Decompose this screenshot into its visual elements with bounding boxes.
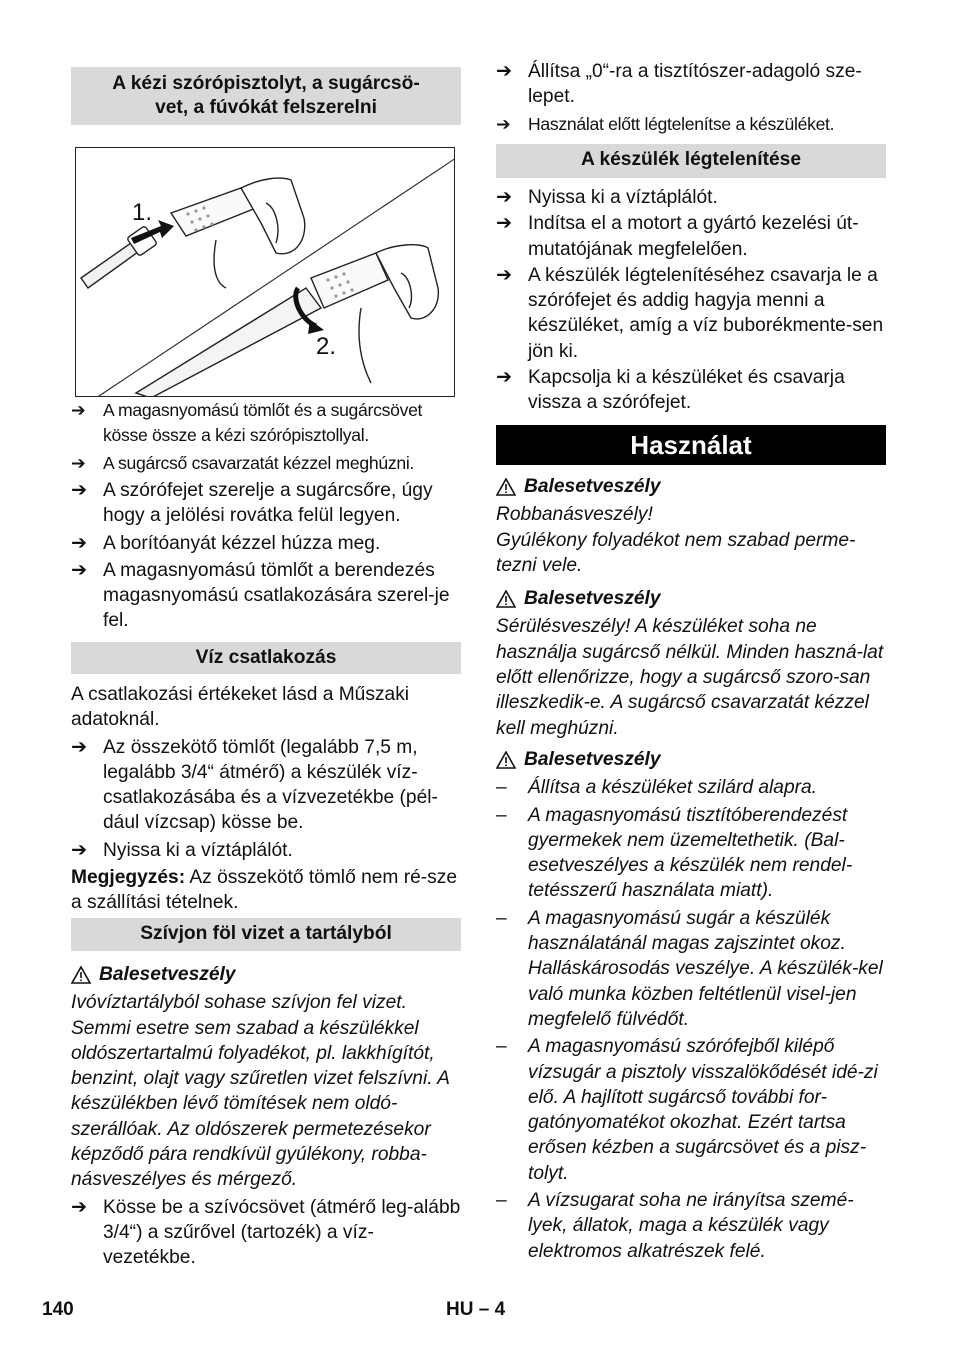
list-item: – A magasnyomású szórófejből kilépő vízsugár a pisztoly visszalökődését idé-zi elő. A hajlított sugárcső további for-gatónyomatékot okozhat. Ezért tartsa erősen kézben a sugárcsövet és a pisz-tolyt. <box>496 1036 878 1184</box>
list-item: ➔ A borítóanyát kézzel húzza meg. <box>71 531 461 556</box>
dash-bullet: – <box>496 907 507 929</box>
usage-heading: Használat <box>496 425 886 465</box>
section-heading-water: Víz csatlakozás <box>71 642 461 674</box>
warning-heading: Balesetveszély <box>496 474 886 499</box>
warning-heading: Balesetveszély <box>496 586 886 611</box>
list-item: – A magasnyomású tisztítóberendezést gyermekek nem üzemeltethetik. (Bal-esetveszélyes a készülék nem rendel-tetésszerű használata miatt). <box>496 804 853 902</box>
figure-label-1: 1. <box>132 199 153 226</box>
warning-text: Ivóvíztartályból sohase szívjon fel vizet. Semmi esetre sem szabad a készülékkel oldószertartalmú folyadékot, pl. lakkhígítót, benzint, olajt vagy szűretlen vizet felszívni. A készülékben lévő tömítések nem oldó-szerállóak. Az oldószerek permetezésekor képződő pára rendkívül gyúlékony, robba-násveszélyes és mérgező. <box>71 992 450 1191</box>
figure-label-2: 2. <box>316 333 337 360</box>
list-item: ➔ Indítsa el a motort a gyártó kezelési út-mutatójának megfelelően. <box>496 213 859 260</box>
list-item: ➔ A magasnyomású tömlőt és a sugárcsövet kösse össze a kézi szórópisztollyal. <box>71 400 423 446</box>
warning-triangle-icon <box>496 751 516 769</box>
arrow-right-icon: ➔ <box>71 559 88 581</box>
section-heading-venting: A készülék légtelenítése <box>496 144 886 178</box>
list-item: ➔ Kapcsolja ki a készüléket és csavarja vissza a szórófejet. <box>496 367 845 414</box>
arrow-right-icon: ➔ <box>496 187 513 208</box>
section-footer: HU – 4 <box>446 1299 506 1320</box>
warning-text: Sérülésveszély! A készüléket soha ne használja sugárcső nélkül. Minden haszná-lat előtt ellenőrizze, hogy a sugárcső szoro-san illeszkedik-e. A sugárcső csavarzatát kézzel kell meghúzni. <box>496 616 884 739</box>
arrow-right-icon: ➔ <box>71 480 88 501</box>
arrow-right-icon: ➔ <box>496 61 513 82</box>
dash-bullet: – <box>496 1036 507 1058</box>
note: Megjegyzés: Az összekötő tömlő nem ré-sze a szállítási tételnek. <box>71 867 458 914</box>
list-item: ➔ Kösse be a szívócsövet (átmérő leg-alább 3/4“) a szűrővel (tartozék) a víz-vezetékbe. <box>71 1196 461 1269</box>
assembly-figure <box>75 147 455 397</box>
arrow-right-icon: ➔ <box>71 736 88 758</box>
section-heading-tank: Szívjon föl vizet a tartályból <box>71 918 461 951</box>
list-item: ➔ Állítsa „0“-ra a tisztítószer-adagoló sze-lepet. <box>496 61 862 108</box>
list-item: ➔ A készülék légtelenítéséhez csavarja le a szórófejet és addig hagyja menni a készüléket, amíg a víz buborékmente-sen jön ki. <box>496 264 884 362</box>
list-item: – Állítsa a készüléket szilárd alapra. <box>496 775 886 800</box>
arrow-right-icon: ➔ <box>71 839 88 861</box>
dash-bullet: – <box>496 777 507 799</box>
list-item: ➔ Nyissa ki a víztáplálót. <box>496 185 886 210</box>
warning-triangle-icon <box>71 966 91 984</box>
arrow-right-icon: ➔ <box>496 264 513 286</box>
list-item: ➔ A sugárcső csavarzatát kézzel meghúzni. <box>71 451 461 476</box>
assembly-steps-cont <box>71 478 461 634</box>
list-item: ➔ Az összekötő tömlőt (legalább 7,5 m, legalább 3/4“ átmérő) a készülék víz-csatlakozásába és a vízvezetékbe (pél-dául vízcsap) kösse be. <box>71 736 438 834</box>
warning-triangle-icon <box>496 478 516 496</box>
list-item: ➔ A szórófejet szerelje a sugárcsőre, úgy hogy a jelölési rovátka felül legyen. <box>71 480 433 527</box>
usage-section <box>496 474 886 1264</box>
arrow-right-icon: ➔ <box>496 213 513 235</box>
warning-triangle-icon <box>496 590 516 608</box>
arrow-right-icon: ➔ <box>71 400 86 420</box>
venting-steps <box>496 185 886 416</box>
list-item: ➔ Használat előtt légtelenítse a készüléket. <box>496 112 886 137</box>
water-section <box>71 682 461 916</box>
page-number: 140 <box>42 1299 74 1320</box>
arrow-right-icon: ➔ <box>71 452 86 473</box>
list-item: – A vízsugarat soha ne irányítsa szemé-lyek, állatok, maga a készülék vagy elektromos alkatrészek felé. <box>496 1190 854 1262</box>
section-heading-assembly: A kézi szórópisztolyt, a sugárcsö- vet, a fúvókát felszerelni <box>71 67 461 125</box>
water-intro: A csatlakozási értékeket lásd a Műszaki adatoknál. <box>71 684 410 731</box>
arrow-right-icon: ➔ <box>71 1196 88 1218</box>
arrow-right-icon: ➔ <box>71 532 88 554</box>
dash-bullet: – <box>496 1190 507 1212</box>
assembly-steps <box>71 398 461 476</box>
list-item: ➔ A magasnyomású tömlőt a berendezés magasnyomású csatlakozására szerel-je fel. <box>71 559 450 632</box>
tank-section <box>71 962 461 1271</box>
dash-bullet: – <box>496 804 507 826</box>
arrow-right-icon: ➔ <box>496 367 513 389</box>
detergent-steps <box>496 59 886 137</box>
spray-gun-illustration <box>76 148 455 397</box>
list-item: ➔ Nyissa ki a víztáplálót. <box>71 838 461 863</box>
warning-heading: Balesetveszély <box>496 747 886 772</box>
list-item: – A magasnyomású sugár a készülék használatánál magas zajszintet okoz. Halláskárosodás veszélye. A készülék-kel való munka közben feltétlenül visel-jen megfelelő fülvédőt. <box>496 907 883 1030</box>
arrow-right-icon: ➔ <box>496 113 511 134</box>
warning-heading: Balesetveszély <box>71 962 461 987</box>
warning-text: Robbanásveszély! Gyúlékony folyadékot nem szabad perme-tezni vele. <box>496 504 856 576</box>
